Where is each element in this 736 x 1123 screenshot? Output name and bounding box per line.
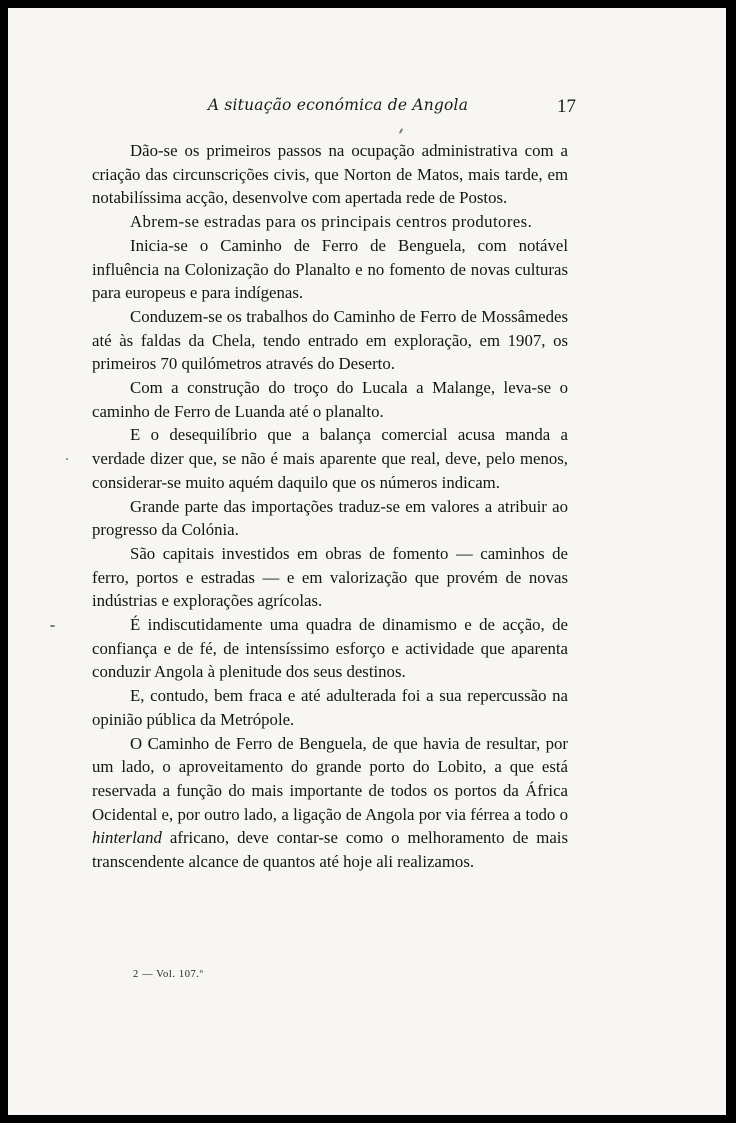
paragraph-8: São capitais investidos em obras de fomento — caminhos de ferro, portos e estradas — e em valorização que provém de novas indústrias e explorações agrícolas. bbox=[92, 543, 568, 611]
running-title: A situação económica de Angola bbox=[207, 96, 469, 114]
paragraph-7: Grande parte das importações traduz-se em valores a atribuir ao progresso da Colónia. bbox=[92, 496, 568, 540]
paragraph-11-part-2: africano, deve contar-se como o melhoramento de mais transcendente alcance de quantos até hoje ali realizamos. bbox=[92, 828, 568, 872]
italic-term: hinterland bbox=[92, 828, 162, 848]
book-page bbox=[8, 8, 726, 1115]
paragraph-6: E o desequilíbrio que a balança comercial acusa manda a verdade dizer que, se não é mais aparente que real, deve, pelo menos, considerar-se muito aquém daquilo que os números indicam. bbox=[92, 425, 568, 492]
page-number: 17 bbox=[557, 96, 576, 117]
running-head bbox=[100, 96, 576, 120]
scan-speck bbox=[399, 128, 404, 134]
paragraph-2: Abrem-se estradas para os principais centros produtores. bbox=[130, 212, 533, 232]
paragraph-11 bbox=[92, 732, 568, 874]
scan-speck bbox=[66, 458, 68, 460]
paragraph-3: Inicia-se o Caminho de Ferro de Benguela, com notável influência na Colonização do Planalto e no fomento de novas culturas para europeus e para indígenas. bbox=[92, 235, 568, 303]
paragraph-4: Conduzem-se os trabalhos do Caminho de Ferro de Mossâmedes até às faldas da Chela, tendo entrado em exploração, em 1907, os primeiros 70 quilómetros através do Deserto. bbox=[92, 306, 568, 374]
paragraph-5: Com a construção do troço do Lucala a Malange, leva-se o caminho de Ferro de Luanda até o planalto. bbox=[92, 378, 568, 421]
body-text bbox=[92, 139, 568, 874]
paragraph-11-part-1: O Caminho de Ferro de Benguela, de que havia de resultar, por um lado, o aproveitamento do grande porto do Lobito, a que está reservada a função do mais importante de todos os portos da África Ocidental e, por outro lado, a ligação de Angola por via férrea a todo o bbox=[92, 733, 568, 824]
scan-speck bbox=[50, 625, 55, 627]
paragraph-1: Dão-se os primeiros passos na ocupação administrativa com a criação das circunscrições civis, que Norton de Matos, mais tarde, em notabilíssima acção, desenvolve com apertada rede de Postos. bbox=[92, 141, 568, 208]
printer-signature: 2 — Vol. 107.º bbox=[133, 969, 204, 980]
paragraph-9: É indiscutidamente uma quadra de dinamismo e de acção, de confiança e de fé, de intensíssimo esforço e actividade que aparenta conduzir Angola à plenitude dos seus destinos. bbox=[92, 615, 568, 682]
paragraph-10: E, contudo, bem fraca e até adulterada foi a sua repercussão na opinião pública da Metrópole. bbox=[92, 686, 568, 729]
